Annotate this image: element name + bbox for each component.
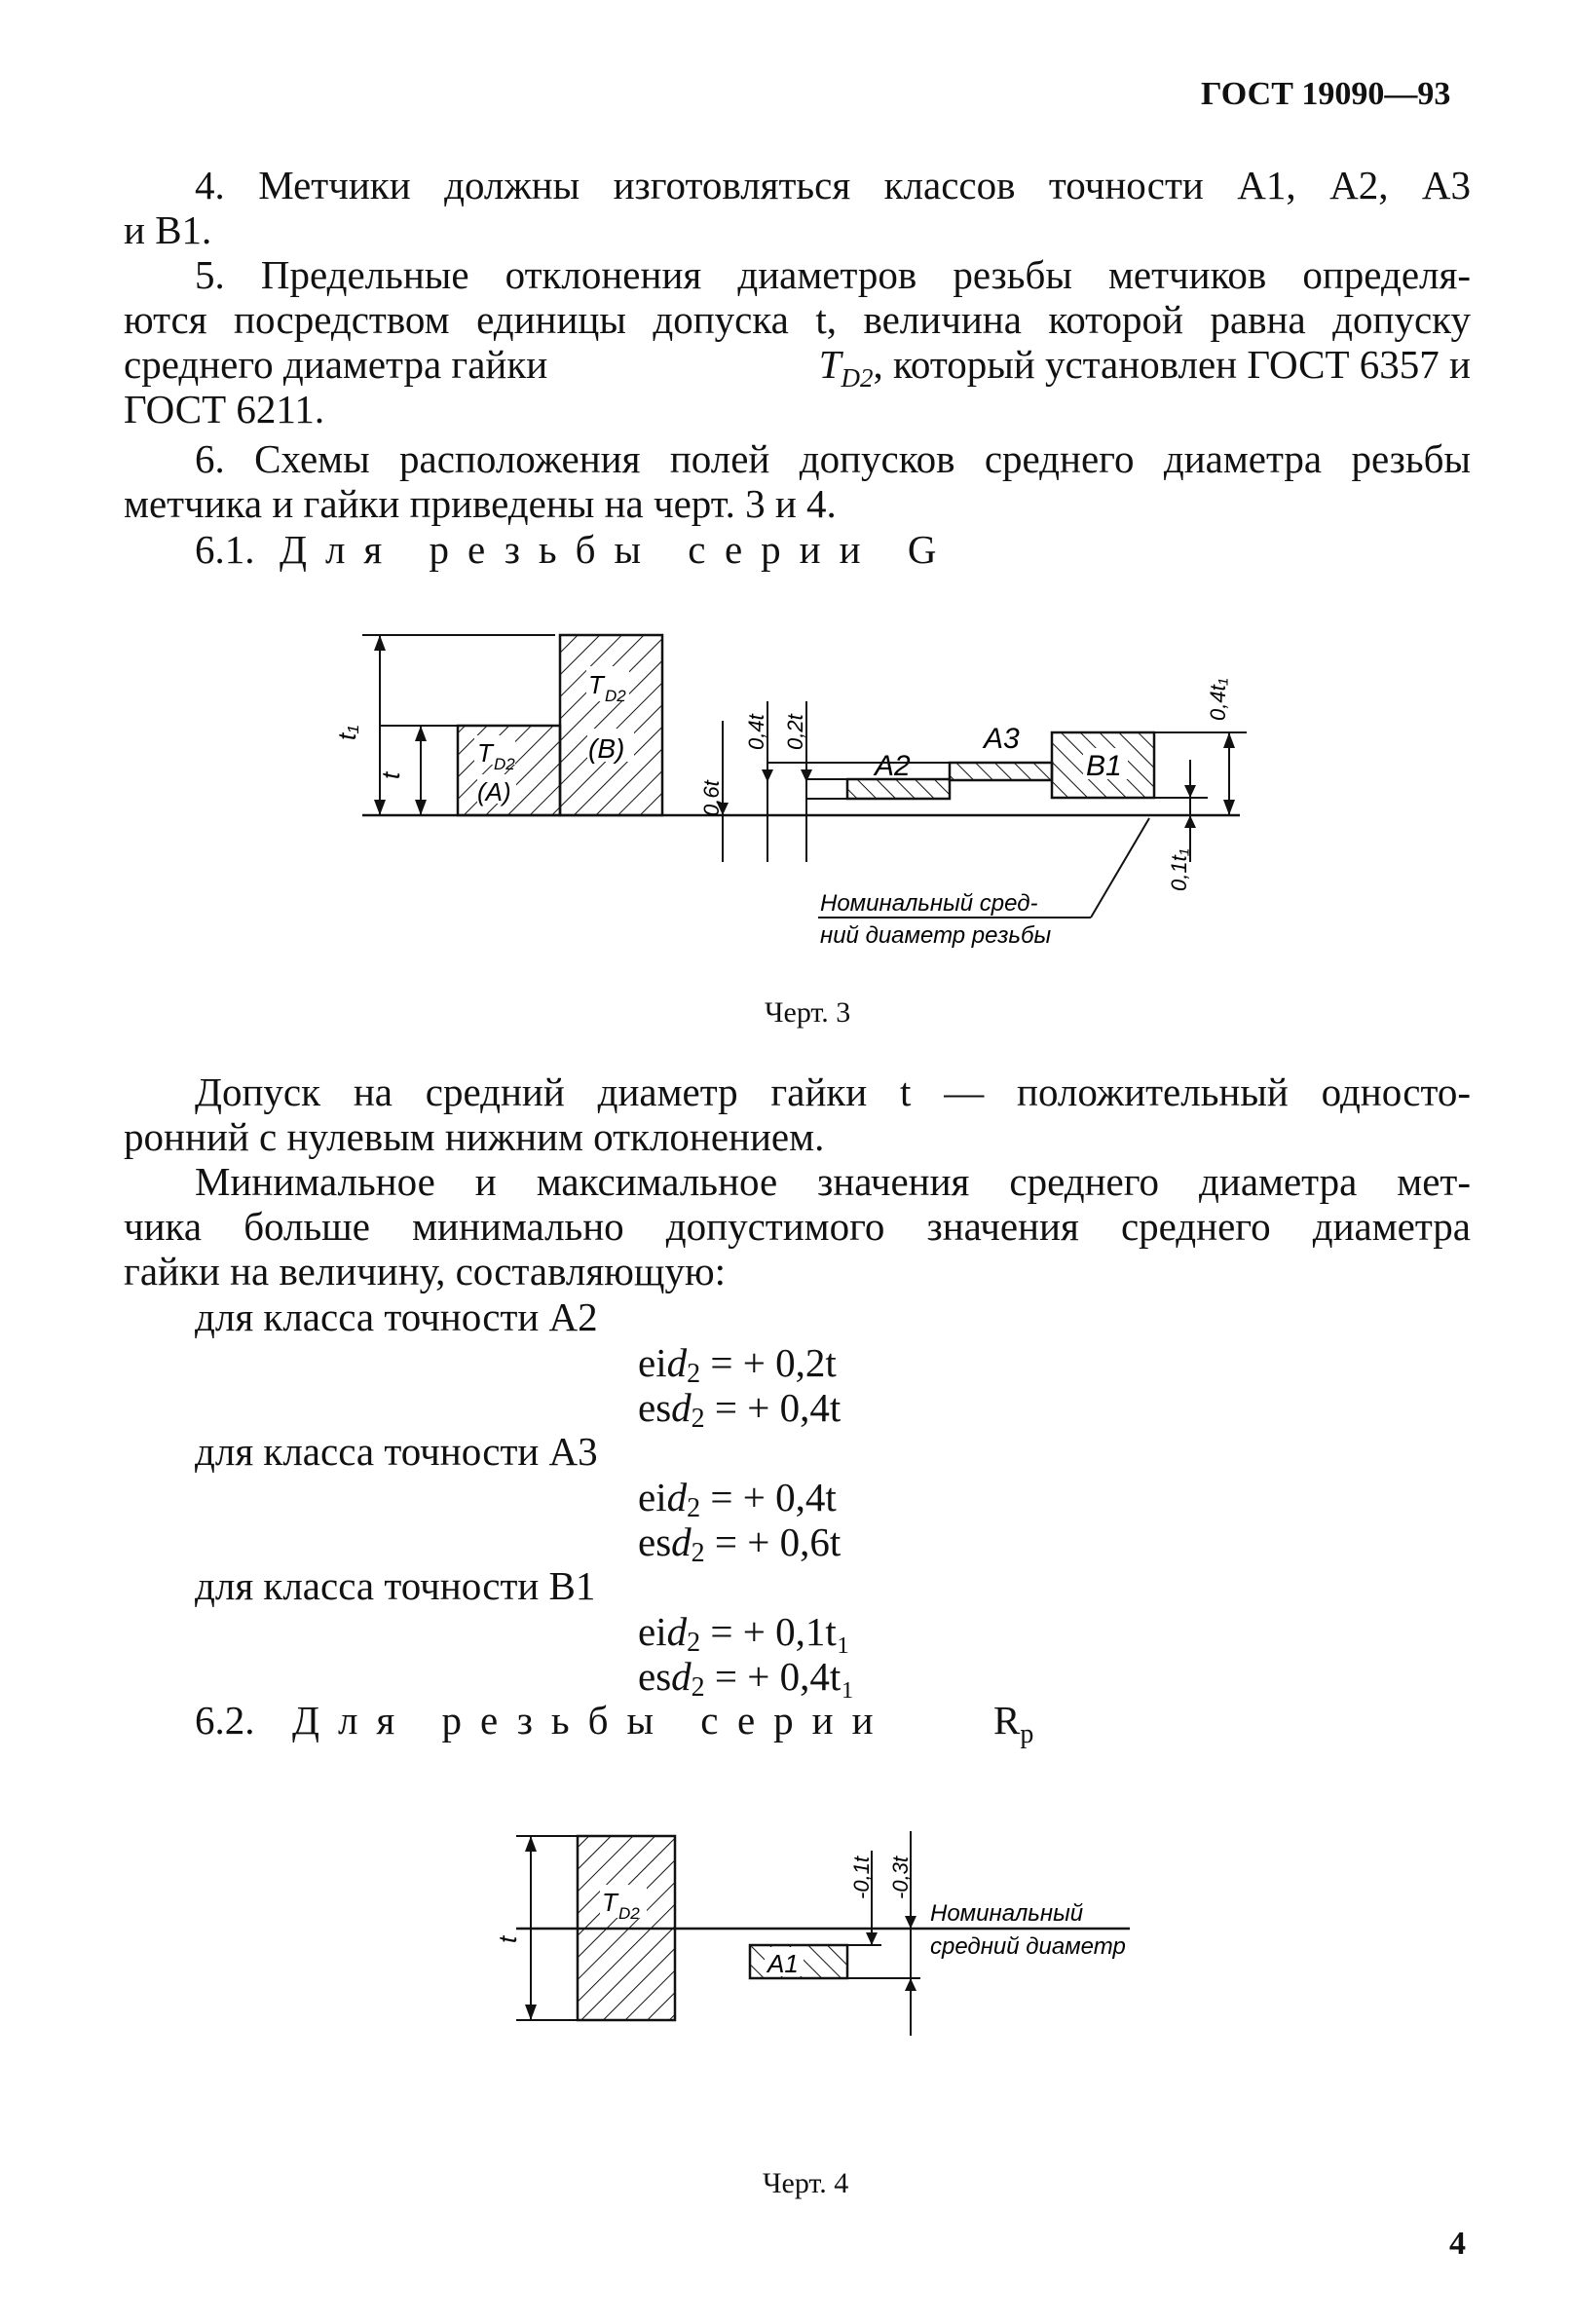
fig3-note-line-1: Номинальный сред- — [820, 890, 1038, 917]
fig3-04t-label: 0,4t — [744, 714, 768, 750]
fig3-td2-a-label: T — [477, 738, 493, 768]
fig3-a3-label: A3 — [984, 723, 1020, 755]
page-number: 4 — [1449, 2226, 1466, 2262]
formula-rhs: = + 0,4t₁ — [714, 1654, 855, 1699]
formula-rhs: = + 0,6t — [714, 1519, 842, 1564]
fig4-note-line-2: средний диаметр — [930, 1933, 1126, 1960]
formula-var: d — [671, 1519, 692, 1564]
figure-4-caption: Черт. 4 — [763, 2167, 849, 2199]
td2-symbol-subscript: D2 — [841, 363, 874, 394]
formula-prefix: es — [638, 1385, 672, 1430]
fig4-note-line-1: Номинальный — [930, 1900, 1084, 1927]
fig3-td2-b-sub: D2 — [605, 687, 626, 705]
class-a2-es-formula — [638, 1384, 841, 1435]
formula-sub: 2 — [687, 1359, 701, 1389]
td2-symbol-letter: T — [818, 342, 842, 387]
class-a3-es-formula — [638, 1518, 841, 1569]
formula-rhs: = + 0,1t₁ — [710, 1609, 851, 1654]
fig3-04t1-label: 0,4t₁ — [1206, 678, 1230, 721]
figure-3-caption: Черт. 3 — [765, 996, 851, 1029]
paragraph-5-line-2: ются посредством единицы допуска t, величина которой равна допуску — [124, 297, 1471, 342]
limits-line-2: чика больше минимально допустимого значения среднего диаметра — [124, 1204, 1471, 1249]
section-6-2-rp — [993, 1698, 1033, 1757]
fig3-02t-label: 0,2t — [783, 714, 807, 750]
figure-3-diagram — [0, 0, 1571, 974]
paragraph-6-line-2: метчика и гайки приведены на черт. 3 и 4. — [124, 481, 837, 526]
formula-var: d — [666, 1609, 688, 1654]
class-a3-ei-formula — [638, 1474, 837, 1524]
formula-var: d — [666, 1340, 688, 1385]
formula-var: d — [666, 1475, 688, 1519]
formula-sub: 2 — [691, 1404, 705, 1434]
formula-prefix: es — [638, 1654, 672, 1699]
fig4-01t-label: -0,1t — [849, 1855, 874, 1899]
formula-var: d — [671, 1654, 692, 1699]
section-6-1-heading: Для резьбы серии G — [280, 527, 955, 572]
paragraph-4-line-2: и В1. — [124, 207, 212, 252]
fig3-t1-label: t₁ — [332, 725, 361, 740]
tolerance-line-1: Допуск на средний диаметр гайки t — положительный односто- — [195, 1069, 1471, 1114]
limits-line-3: гайки на величину, составляющую: — [124, 1249, 726, 1293]
class-b1-es-formula — [638, 1653, 855, 1704]
paragraph-5-line-3-end: , который установлен ГОСТ 6357 и — [873, 342, 1471, 387]
document-header: ГОСТ 19090—93 — [1201, 76, 1451, 112]
formula-rhs: = + 0,4t — [714, 1385, 842, 1430]
paragraph-6-line-1: 6. Схемы расположения полей допусков среднего диаметра резьбы — [195, 436, 1471, 481]
fig3-b1-label: B1 — [1086, 750, 1122, 782]
class-b1-label: для класса точности В1 — [195, 1563, 596, 1608]
rp-sub: p — [1020, 1719, 1034, 1750]
figure-4-diagram — [0, 1802, 1571, 2055]
class-b1-ei-formula — [638, 1608, 850, 1659]
formula-prefix: ei — [638, 1340, 667, 1385]
fig4-a1-label: A1 — [767, 1949, 799, 1978]
paragraph-5-line-1: 5. Предельные отклонения диаметров резьбы метчиков определя- — [195, 252, 1471, 297]
section-6-2-number: 6.2. — [195, 1698, 255, 1743]
fig4-03t-label: -0,3t — [888, 1855, 913, 1899]
fig3-td2-b-box — [560, 635, 662, 815]
section-6-1-number: 6.1. — [195, 527, 255, 572]
formula-rhs: = + 0,4t — [710, 1475, 837, 1519]
paragraph-5-line-4: ГОСТ 6211. — [124, 387, 325, 431]
fig3-note-line-2: ний диаметр резьбы — [820, 922, 1052, 949]
formula-sub: 2 — [687, 1493, 701, 1523]
fig4-t-label: t — [493, 1935, 522, 1943]
section-6-2-heading: Для резьбы серии — [292, 1698, 892, 1743]
formula-sub: 2 — [687, 1628, 701, 1658]
fig4-td2-label: T — [602, 1888, 617, 1917]
fig3-td2-b-label: T — [588, 670, 604, 699]
fig3-06t-label: 0,6t — [699, 780, 724, 816]
fig3-a2-box — [847, 779, 950, 799]
fig3-b-label: (B) — [588, 733, 625, 764]
limits-line-1: Минимальное и максимальное значения среднего диаметра мет- — [195, 1159, 1471, 1204]
formula-prefix: ei — [638, 1475, 667, 1519]
class-a3-label: для класса точности А3 — [195, 1429, 598, 1474]
fig3-01t1-label: 0,1t₁ — [1167, 848, 1191, 891]
formula-sub: 2 — [691, 1538, 705, 1568]
tolerance-line-2: ронний с нулевым нижним отклонением. — [124, 1114, 825, 1159]
rp-main: R — [993, 1698, 1021, 1743]
formula-prefix: ei — [638, 1609, 667, 1654]
formula-prefix: es — [638, 1519, 672, 1564]
formula-var: d — [671, 1385, 692, 1430]
class-a2-label: для класса точности А2 — [195, 1294, 598, 1339]
formula-rhs: = + 0,2t — [710, 1340, 837, 1385]
fig3-td2-a-sub: D2 — [494, 755, 515, 773]
fig3-a2-label: A2 — [875, 750, 911, 782]
fig3-a3-box — [950, 763, 1052, 780]
fig3-t-label: t — [376, 771, 405, 779]
class-a2-ei-formula — [638, 1339, 837, 1390]
paragraph-4-line-1: 4. Метчики должны изготовляться классов точности А1, А2, А3 — [195, 163, 1471, 207]
fig3-a-label: (A) — [477, 777, 511, 806]
paragraph-5-line-3-start: среднего диаметра гайки — [124, 342, 548, 387]
formula-sub: 2 — [691, 1672, 705, 1703]
fig4-td2-sub: D2 — [618, 1904, 640, 1923]
